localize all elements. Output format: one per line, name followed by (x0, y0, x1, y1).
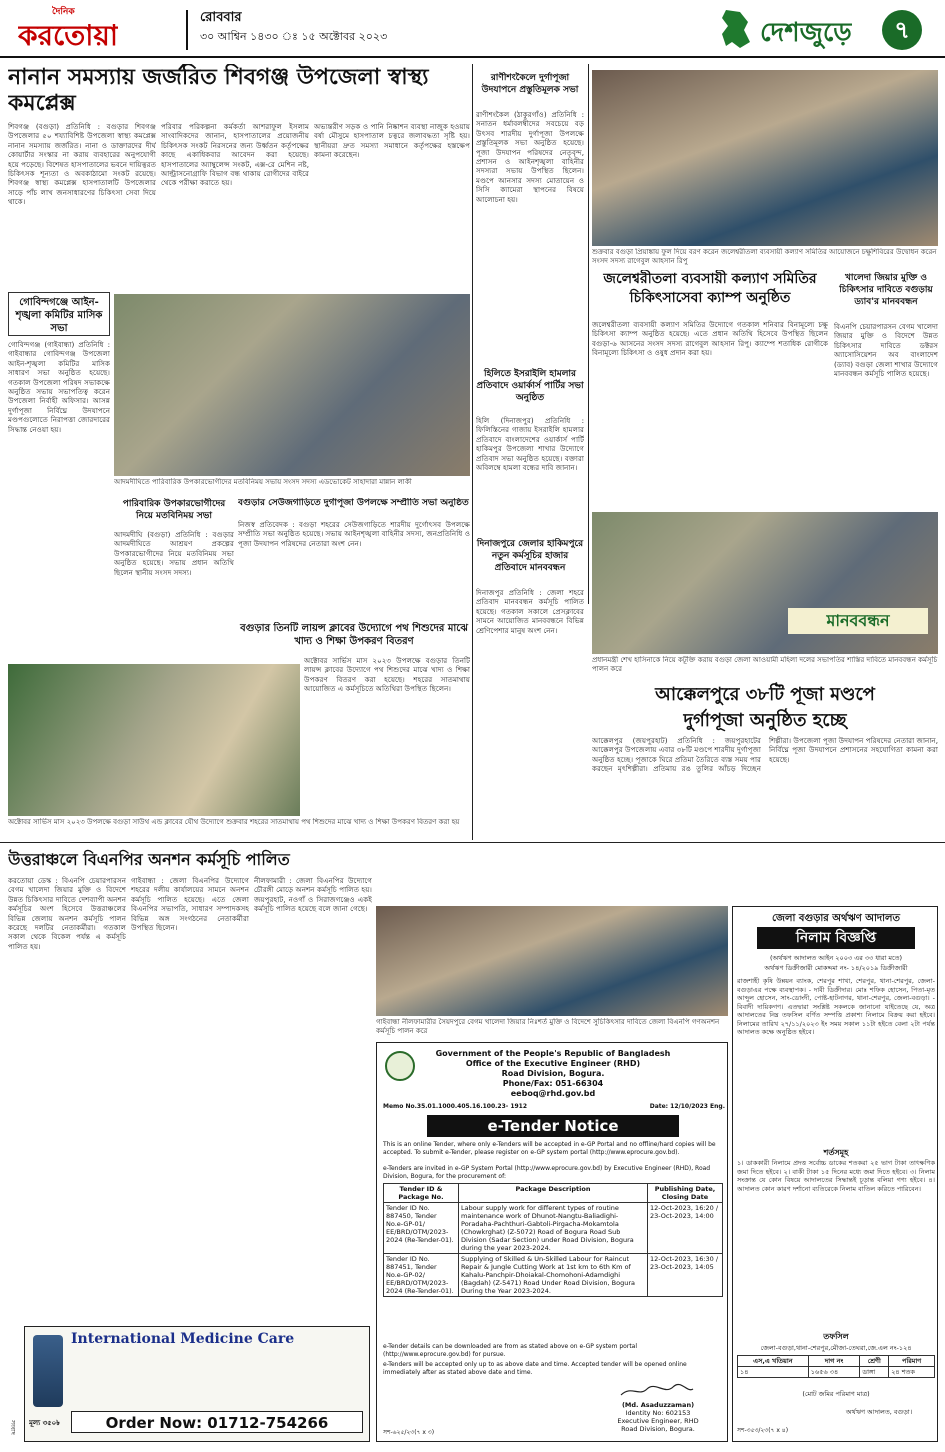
human-chain-caption: প্রধানমন্ত্রী শেখ হাসিনাকে নিয়ে কটূক্তি করায় বগুড়া জেলা আওয়ামী মহিলা দলের সভাপতির শাস্তির দাবিতে মানববন্ধন কর্মসূচি পালন করে (592, 656, 938, 673)
dinajpur-body: দিনাজপুর প্রতিনিধি : জেলা শহরে প্রতিবাদ মানববন্ধন কর্মসূচি পালিত হয়েছে। গতকাল সকালে প্রেসক্লাবের সামনে আয়োজিত মানববন্ধনে বিভিন্ন শ্রেণিপেশার মানুষ অংশ নেন। (476, 588, 584, 635)
tender-sign-title: Executive Engineer, RHD (617, 1417, 699, 1425)
tender-date: Date: 12/10/2023 Eng. (649, 1103, 725, 1110)
tender-footer2: e-Tenders will be accepted only up to as above date and time. Accepted tender will be opened online immediately after as stated above date and time. (383, 1361, 687, 1376)
sidebar-ref: সংবাদ (9, 1420, 16, 1435)
ad-price: মূল্য ৩৫০৳ (29, 1419, 60, 1427)
ad-order[interactable]: Order Now: 01712-754266 (71, 1411, 363, 1433)
tender-row-id: Tender ID No. 887451, Tender No.e-GP-02/ EE/BRD/OTM/2023-2024 (Re-Tender-01). (384, 1254, 459, 1297)
banner-text: মানববন্ধন (788, 608, 928, 634)
tender-sign-id: Identity No: 602153 (625, 1409, 691, 1417)
auction-left-ref: সশ-৩৫৩/২৩(৭ x ৪) (737, 1427, 789, 1434)
auction-case: অর্থঋণ ডিক্রীজারী মোকদ্দমা নং- ১৪/২০১৯ ডিক্রীজারী (764, 964, 908, 972)
bnp-body-3: নীলফামারী : জেলা বিএনপির উদ্যোগে চৌরঙ্গী মোড়ে অনশন কর্মসূচি পালিত হয়। জয়পুরহাট, নওগাঁ ও সিরাজগঞ্জেও একই কর্মসূচি পালিত হয়েছে বলে জানা গেছে। (254, 876, 372, 914)
tender-table (383, 1183, 723, 1297)
camp-body: জলেশ্বরীতলা ব্যবসায়ী কল্যাণ সমিতির উদ্যোগে গতকাল শনিবার বিনামূল্যে চক্ষু চিকিৎসা ক্যাম্প অনুষ্ঠিত হয়েছে। এতে প্রধান অতিথি হিসেবে উপস্থিত ছিলেন বগুড়া-৬ আসনের সংসদ সদস্য রাগেবুল আহসান রিপু। ক্যাম্পে শতাধিক রোগীকে বিনামূল্যে চিকিৎসা ও ওষুধ প্রদান করা হয়। (592, 320, 828, 358)
auction-subtitle: (অর্থঋণ আদালত আইন ২০০৩ এর ৩৩ ধারা মতে) (769, 954, 903, 962)
tender-row-desc: Labour supply work for different types of routine maintenance work of Dhunot-Nangtu-Baliadighi-Poradaha-Pachthuri-Gabtoli-Pirgacha-Mokamtola (Chowkrghat) (Z-5072) Road of Bogura Road Sub Division (Sadar Section) under Road Division, Bogura during the year 2023-2024. (459, 1203, 648, 1254)
section-title: দেশজুড়ে (760, 18, 852, 48)
seminar-body: নিজস্ব প্রতিবেদক : বগুড়া শহরের সেউজগাড়িতে শারদীয় দুর্গোৎসব উপলক্ষে সম্প্রীতি সভা অনুষ্ঠিত হয়েছে। সভায় আইনশৃঙ্খলা বাহিনীর সদস্য, জনপ্রতিনিধি ও পূজা উদযাপন পরিষদের নেতারা অংশ নেন। (238, 520, 470, 548)
tender-row-dates: 12-Oct-2023, 16:20 / 23-Oct-2023, 14:00 (648, 1203, 723, 1254)
auction-sign: অর্থঋণ আদালত, বগুড়া। (845, 1408, 913, 1416)
tender-title: e-Tender Notice (427, 1115, 679, 1137)
crowd-photo (114, 294, 470, 476)
human-chain-photo (592, 512, 938, 654)
seminar-headline: বগুড়ার সেউজগাড়িতে দুর্গাপূজা উপলক্ষে সম্প্রীতি সভা অনুষ্ঠিত (238, 498, 469, 508)
lead-body-a: শিবগঞ্জ (বগুড়া) প্রতিনিধি : বগুড়ার শিবগঞ্জ উপজেলার ৫০ শয্যাবিশিষ্ট উপজেলা স্বাস্থ্য কমপ্লেক্স নানান সমস্যায় জর্জরিত। নানা ও ডাক্তারদের দীর্ঘ কোয়ার্টার সংস্কার না করায় ব্যবহারের অনুপযোগী হয়ে পড়েছে। বিশেষত হাসপাতালের ভবনে দায়িত্বরত চিকিৎসক শূন্যতা ও অবকাঠামো সংকট রয়েছে। শিবগঞ্জ স্বাস্থ্য কমপ্লেক্স হাসপাতালটি উপজেলার সাড়ে পাঁচ লাখ জনসাধারণের চিকিৎসা সেবা দিয়ে থাকে। (8, 122, 156, 207)
khaleda-body: বিএনপি চেয়ারপারসন বেগম খালেদা জিয়ার মুক্তি ও বিদেশে উন্নত চিকিৎসার দাবিতে ডক্টরস অ্যাসোসিয়েশন অব বাংলাদেশ (ড্যাব) বগুড়া জেলা শাখার উদ্যোগে মানববন্ধন কর্মসূচি পালিত হয়েছে। (834, 322, 938, 379)
auction-col: শ্রেণী (860, 1356, 889, 1367)
gobindaganj-headline: গোবিন্দগঞ্জে আইন-শৃঙ্খলা কমিটির মাসিক সভা (8, 292, 110, 336)
bangladesh-map-icon (718, 8, 752, 50)
camp-headline: জলেশ্বরীতলা ব্যবসায়ী কল্যাণ সমিতির চিকিৎসাসেবা ক্যাম্প অনুষ্ঠিত (603, 271, 817, 306)
bnp-photo-caption: গাইবান্ধা নীলফামারীর সৈয়দপুরে বেগম খালেদা জিয়ার নিঃশর্ত মুক্তি ও বিদেশে সুচিকিৎসার দাবিতে জেলা বিএনপি গণঅনশন কর্মসূচি পালন করে (376, 1018, 720, 1035)
akkelpur-headline-2: দুর্গাপূজা অনুষ্ঠিত হচ্ছে (683, 710, 847, 731)
page-number (882, 10, 922, 50)
tender-intro2: e-Tenders are invited in e-GP System Portal (http://www.eprocure.gov.bd) by Executive Engineer (RHD), Road Division, Bogura, for the procurement of: (383, 1165, 711, 1180)
auction-title: নিলাম বিজ্ঞপ্তি (757, 927, 915, 949)
hilli-body: হিলি (দিনাজপুর) প্রতিনিধি : ফিলিস্তিনের গাজায় ইসরাইলি হামলার প্রতিবাদে বাংলাদেশের ওয়ার্কার্স পার্টি হাকিমপুর উপজেলা শাখার উদ্যোগে প্রতিবাদ সভা অনুষ্ঠিত হয়েছে। বক্তারা অবিলম্বে হামলা বন্ধের দাবি জানান। (476, 416, 584, 473)
tender-left-ref: সশ-৬২৫/২৩(৭ x ৩) (383, 1429, 435, 1436)
akkelpur-body: আক্কেলপুর (জয়পুরহাট) প্রতিনিধি : জয়পুরহাটের আক্কেলপুর উপজেলায় এবার ৩৮টি মণ্ডপে শারদীয় দুর্গাপূজা অনুষ্ঠিত হচ্ছে। পূজাকে ঘিরে প্রতিমা তৈরিতে ব্যস্ত সময় পার করছেন মৃৎশিল্পীরা। প্রতিমায় রঙ তুলির আঁচড় দিচ্ছেন শিল্পীরা। উপজেলা পূজা উদযাপন পরিষদের নেতারা জানান, নির্বিঘ্নে পূজা উদযাপনে প্রশাসনের সহযোগিতা কামনা করা হয়েছে। (592, 736, 938, 774)
paper-small: দৈনিক (52, 7, 75, 17)
eye-camp-photo (592, 70, 938, 246)
gov-emblem-icon (385, 1051, 415, 1081)
tender-row-dates: 12-Oct-2023, 16:30 / 23-Oct-2023, 14:05 (648, 1254, 723, 1297)
auction-schedule-addr: জেলা-বগুড়া,থানা-শেরপুর,মৌজা-তেঘরা,জে.এল নং-১২৪ (760, 1344, 912, 1352)
lions-headline: বগুড়ার তিনটি লায়ন্স ক্লাবের উদ্যোগে পথ শিশুদের মাঝে খাদ্য ও শিক্ষা উপকরণ বিতরণ (240, 623, 468, 647)
auction-table (737, 1355, 935, 1378)
tender-col-id: Tender ID & Package No. (384, 1184, 459, 1203)
lead-body-b: পরিবার পরিকল্পনা কর্মকর্তা আশরাফুল ইসলাম সাংবাদিকদের জানান, হাসপাতালের প্রয়োজনীয় চিকিৎসক সংকট নিরসনের জন্য উর্ধ্বতন কর্তৃপক্ষের কাছে একাধিকবার আবেদন করা হয়েছে। হাসপাতালের অ্যাম্বুলেন্স সংকট, এক্স-রে মেশিন নষ্ট, আল্ট্রাসনোগ্রাফি বিভাগ বন্ধ থাকায় রোগীদের বাইরে থেকে পরীক্ষা করাতে হয়। (161, 122, 309, 188)
akkelpur-headline-1: আক্কেলপুরে ৩৮টি পূজা মণ্ডপে (655, 684, 875, 705)
auction-col: দাগ নং (808, 1356, 860, 1367)
ad-title: International Medicine Care (71, 1331, 295, 1347)
dinajpur-headline: দিনাজপুরে জেলার হাকিমপুরে নতুন কর্মসূচির হাজার প্রতিবাদে মানববন্ধন (476, 539, 584, 573)
meeting-body: আদমদীঘি (বগুড়া) প্রতিনিধি : বগুড়ার আদমদীঘিতে আশ্রয়ণ প্রকল্পের উপকারভোগীদের নিয়ে মতবিনিময় সভা অনুষ্ঠিত হয়েছে। সভায় প্রধান অতিথি ছিলেন স্থানীয় সংসদ সদস্য। (114, 530, 234, 577)
table-row (384, 1203, 723, 1254)
tender-col-dates: Publishing Date, Closing Date (648, 1184, 723, 1203)
tender-row-desc: Supplying of Skilled & Un-Skilled Labour for Raincut Repair & Jungle Cutting Work at 1st km to 6th Km of Kahalu-Panchpir-Dhoiakal-Chomohoni-Adamdighi (Bagdah) (Z-5471) Road Under Road Division, Bogura During the Year 2023-2024. (459, 1254, 648, 1297)
tender-memo: Memo No.35.01.1000.405.16.100.23- 1912 (383, 1103, 528, 1110)
date-label: ৩০ আশ্বিন ১৪৩০ ঃ ১৫ অক্টোবর ২০২৩ (200, 30, 388, 43)
masthead (0, 0, 945, 58)
auction-col: পরিমাণ (889, 1356, 935, 1367)
tender-office-line: Office of the Executive Engineer (RHD) (465, 1059, 641, 1068)
lions-body: অক্টোবর সার্ভিস মাস ২০২৩ উপলক্ষে বগুড়ার তিনটি লায়ন্স ক্লাবের উদ্যোগে পথ শিশুদের মাঝে খাদ্য ও শিক্ষা উপকরণ বিতরণ করা হয়েছে। শহরের সাতমাথায় আয়োজিত এ কর্মসূচিতে অতিথিরা উপস্থিত ছিলেন। (304, 656, 470, 694)
tender-col-desc: Package Description (459, 1184, 648, 1203)
lead-body-c: অভ্যন্তরীণ সড়ক ও পানি নিষ্কাশন ব্যবস্থা নাজুক হওয়ায় বর্ষা মৌসুমে হাসপাতাল চত্বরে জলাবদ্ধতা সৃষ্টি হয়। স্থানীয়রা দ্রুত সমস্যা সমাধানে কর্তৃপক্ষের হস্তক্ষেপ কামনা করেছেন। (314, 122, 470, 160)
tender-sign-office: Road Division, Bogura. (621, 1425, 695, 1433)
bnp-body-1: করতোয়া ডেস্ক : বিএনপি চেয়ারপারসন বেগম খালেদা জিয়ার মুক্তি ও বিদেশে উন্নত চিকিৎসার দাবিতে দেশব্যাপী অনশন কর্মসূচির অংশ হিসেবে উত্তরাঞ্চলের বিভিন্ন জেলায় অনশন কর্মসূচি পালন করেছে দলটির নেতাকর্মীরা। গতকাল সকাল থেকে বিকেল পর্যন্ত এ কর্মসূচি পালিত হয়। (8, 876, 126, 951)
day-label: রোববার (200, 10, 242, 25)
bnp-body-2: গাইবান্ধা : জেলা বিএনপির উদ্যোগে শহরের দলীয় কার্যালয়ের সামনে অনশন কর্মসূচি পালিত হয়েছে। এতে জেলা বিএনপির সভাপতি, সাধারণ সম্পাদকসহ বিভিন্ন অঙ্গ সংগঠনের নেতাকর্মীরা উপস্থিত ছিলেন। (131, 876, 249, 933)
children-photo-caption: অক্টোবর সার্ভিস মাস ২০২৩ উপলক্ষে বগুড়া সাউথ এন্ড ক্লাবের যৌথ উদ্যোগে শুক্রবার শহরের সাতমাথায় পথ শিশুদের মাঝে খাদ্য ও শিক্ষা উপকরণ বিতরণ করা হয় (8, 818, 460, 826)
auction-col: এস,এ খতিয়ান (738, 1356, 809, 1367)
auction-schedule-title: তফসিল (823, 1332, 849, 1341)
tender-road-line: Road Division, Bogura. (501, 1069, 605, 1078)
auction-cell: ১৬৫৬ ৩৪ (808, 1367, 860, 1378)
auction-court: জেলা বগুড়ার অর্থঋণ আদালত (772, 913, 900, 924)
signature (617, 1383, 697, 1399)
table-row (738, 1367, 935, 1378)
ad-body-placeholder (71, 1351, 363, 1407)
medicine-bottle-icon (33, 1335, 63, 1407)
medicine-ad (24, 1326, 370, 1442)
khaleda-headline: খালেদা জিয়ার মুক্তি ও চিকিৎসার দাবিতে বগুড়ায় ড্যাব'র মানববন্ধন (839, 273, 933, 307)
ranisankail-headline: রাণীশংকৈলে দুর্গাপূজা উদযাপনে প্রস্তুতিমূলক সভা (481, 73, 579, 95)
hilli-headline: হিলিতে ইসরাইলি হামলার প্রতিবাদে ওয়ার্কার্স পার্টির সভা অনুষ্ঠিত (476, 369, 584, 403)
page-number-text: ৭ (894, 16, 910, 44)
tender-email-line: eeboq@rhd.gov.bd (510, 1089, 596, 1098)
paper-name: করতোয়া (18, 19, 118, 52)
tender-phone-line: Phone/Fax: 051-66304 (502, 1079, 604, 1088)
bnp-headline: উত্তরাঞ্চলে বিএনপির অনশন কর্মসূচি পালিত (8, 850, 290, 869)
table-row (384, 1254, 723, 1297)
auction-body: রাজশাহী কৃষি উন্নয়ন ব্যাংক, শেরপুর শাখা, শেরপুর, থানা-শেরপুর, জেলা-বগুড়াএর পক্ষে ব্যবস্থাপক। - দাবী ডিক্রীদার। মোঃ শফিক হোসেন, পিতা-মৃত আব্দুল হোসেন, সাং-ডোংদী, পোষ্ট-হাটনাগর, থানা-শেরপুর, জেলা-বগুড়া। - বিবাদী দায়িকগণ। এতদ্বারা সংশ্লিষ্ট সকলকে জানানো যাইতেছে যে, অত্র আদালতের নিম্ন তফসিল বর্ণিত সম্পত্তি প্রকাশ্য নিলামে বিক্রয় করা হইবে। নিলামের তারিখ ২৭/১১/২০২৩ ইং সময় সকাল ১১টা হইতে বেলা ২টা পর্যন্ত আদালত কক্ষে অনুষ্ঠিত হইবে। (737, 977, 935, 1036)
auction-total: (মোট জমির পরিমাণ মাত্র) (802, 1390, 870, 1398)
auction-terms: ১। ডাককারী নিলামে প্রদত্ত সর্বোচ্চ ডাকের শতকরা ২৫ ভাগ টাকা তাৎক্ষণিক জমা দিতে হইবে। ২। বাকী টাকা ১৫ দিনের মধ্যে জমা দিতে হইবে। ৩। নিলাম সংক্রান্ত যে কোন বিষয়ে আদালতের সিদ্ধান্তই চূড়ান্ত বলিয়া গণ্য হইবে। ৪। আদালত কোন কারণ দর্শানো ব্যতিরেকে নিলাম বাতিল করিতে পারিবেন। (737, 1159, 935, 1193)
tender-footer1: e-Tender details can be downloaded are from as stated above on e-GP system portal (http://www.eprocure.gov.bd) for pursue. (383, 1343, 638, 1358)
tender-gov-line: Government of the People's Republic of Bangladesh (435, 1049, 671, 1058)
tender-intro: This is an online Tender, where only e-Tenders will be accepted in e-GP Portal and no offline/hard copies will be accepted. To submit e-Tender, please register on e-GP system portal (http://www.eprocure.gov.bd). (383, 1141, 716, 1156)
auction-notice (732, 906, 938, 1442)
tender-notice (376, 1042, 728, 1442)
tender-sign-name: (Md. Asaduzzaman) (621, 1401, 695, 1409)
bnp-photo (376, 906, 728, 1016)
auction-cell: ১৪ (738, 1367, 809, 1378)
auction-cell: ২৪ শতক (889, 1367, 935, 1378)
children-photo (8, 664, 300, 816)
auction-terms-title: শর্তসমূহ (823, 1148, 849, 1157)
crowd-photo-caption: আদমদীঘিতে পারিবারিক উপকারভোগীদের মতবিনিময় সভায় সংসদ সদস্য এডভোকেট সাহাদারা মান্নান লাকী (114, 478, 412, 486)
auction-cell: ডাঙ্গা (860, 1367, 889, 1378)
gobindaganj-body: গোবিন্দগঞ্জ (গাইবান্ধা) প্রতিনিধি : গাইবান্ধার গোবিন্দগঞ্জ উপজেলা আইন-শৃঙ্খলা কমিটির মাসিক সাধারণ সভা অনুষ্ঠিত হয়েছে। গতকাল উপজেলা পরিষদ সভাকক্ষে অনুষ্ঠিত সভায় সভাপতিত্ব করেন উপজেলা নির্বাহী অফিসার। আসন্ন দুর্গাপূজা নির্বিঘ্নে উদযাপনে মণ্ডপগুলোতে নিরাপত্তা জোরদারের সিদ্ধান্ত নেওয়া হয়। (8, 340, 110, 434)
ranisankail-body: রাণীশংকৈল (ঠাকুরগাঁও) প্রতিনিধি : সনাতন ধর্মাবলম্বীদের সবচেয়ে বড় উৎসব শারদীয় দুর্গাপূজা উপলক্ষে প্রস্তুতিমূলক সভা অনুষ্ঠিত হয়েছে। পূজা উদযাপন পরিষদের নেতৃবৃন্দ, প্রশাসন ও আইনশৃঙ্খলা বাহিনীর সদস্যরা সভায় উপস্থিত ছিলেন। মণ্ডপে আনসার সদস্য মোতায়েন ও সিসি ক্যামেরা স্থাপনের বিষয়ে আলোচনা হয়। (476, 110, 584, 204)
meeting-headline: পারিবারিক উপকারভোগীদের নিয়ে মতবিনিময় সভা (122, 499, 226, 521)
lead-headline: নানান সমস্যায় জর্জরিত শিবগঞ্জ উপজেলা স্বাস্থ্য কমপ্লেক্স (8, 64, 429, 116)
tender-row-id: Tender ID No. 887450, Tender No.e-GP-01/ EE/BRD/OTM/2023-2024 (Re-Tender-01). (384, 1203, 459, 1254)
eye-camp-caption: শুক্রবার বগুড়া প্রিয়াঙ্কায় ফুল দিয়ে বরণ করেন জলেশ্বরীতলা ব্যবসায়ী কল্যাণ সমিতির আয়োজনে চক্ষুশিবিরের উদ্বোধন করেন সংসদ সদস্য রাগেবুল আহসান রিপু (592, 248, 937, 265)
